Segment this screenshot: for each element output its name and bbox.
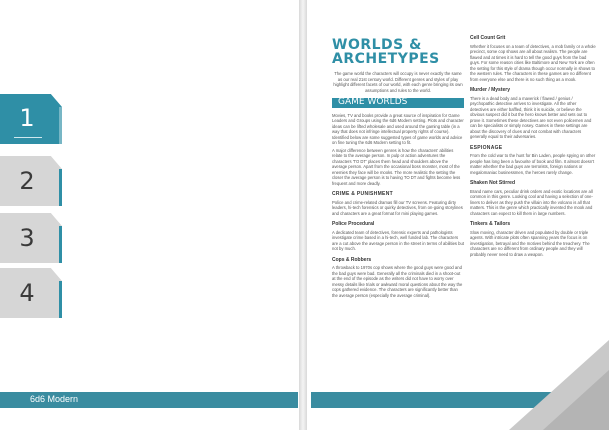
body-paragraph: Slow moving, character driven and populated by double or triple agents. With intricate plots often spanning years the focus is on investigation, betrayal and the motives behind the treachery. The characters are no different from ordinary people and they will probably never need to draw a weapon. [470,229,590,257]
subheading: Cops & Robbers [332,256,372,263]
body-paragraph: From the cold war to the hunt for Bin Laden, people spying on other people has long been a favourite of book and film. It almost doesn't matter whether the bad guys are terrorists, foreign nations or megalomaniac businessmen, the heroes rarely change. [470,153,596,175]
chapter-tab-2[interactable] [0,156,62,206]
chapter-tab-number: 4 [19,279,35,307]
text-column-right [470,30,596,259]
subheading: Murder / Mystery [470,87,511,93]
subheading: Tinkers & Tailors [470,221,511,227]
subheading: CRIME & PUNISHMENT [332,191,393,197]
footer-bar-left [0,392,298,408]
subheading: Police Procedural [332,221,375,227]
title-line-1: WORLDS & [332,37,422,53]
body-paragraph: A throwback to 1970s cop shows where the good guys were good and the bad guys were bad. Generally all the criminals died in a shoot-out at the end of the episode as the writers did not have to worry over messy details like trials or awkward moral questions about the way the cops gathered evidence. The characters are significantly better than the average person (especially the average criminal). [332,265,463,298]
intro-paragraph: The game world the characters will occupy is never exactly the same as our real 21st century world. Different genres and styles of play highlight different facets of our world, with each genre bringing its own assumptions and rules to the world. [333,71,463,93]
subheading: Shaken Not Stirred [470,180,516,186]
chapter-tab-number: 1 [19,104,35,132]
body-paragraph: There is a dead body and a maverick / flawed / genius / psychopathic detective arrives to investigate. All the other detectives are either baffled, think it is suicide, or believe the obvious suspect did it but the hero knows better and sets out to prove it. Sometimes these detectives are not even policemen and can be specialists or simply nosey. Games in these settings are about the discovery of clues and not combat with characters generally equal to their adversaries. [470,95,592,139]
subheading: Cell Count Grit [470,35,506,41]
body-paragraph: A dedicated team of detectives, forensic experts and pathologists investigate crime based in a hi-tech, well funded lab. The characters are a cut above the average person in the street in terms of abilities but not by much. [332,229,464,251]
body-paragraph: Movies, TV and books provide a great source of inspiration for Game Leaders and Groups using the 6d6 Modern setting. Plots and character ideas can be lifted wholesale and used around the gaming table (in a way that does not infringe intellectual property rights of course). Identified below are some suggested types of game worlds and advice on fine tuning the 6d6 Modern setting to fit. [332,112,464,145]
body-paragraph: A major difference between genres is how the characters' abilities relate to the average person. In pulp or action adventures the characters 'TO DT' places them head and shoulders above the average person. Apart from the occasional boss monster, most of the enemies they face will be mooks. The more realistic the setting the closer the average person is to having TO DT and fights become less frequent and more deadly. [332,147,461,186]
page-title [332,38,464,66]
text-column-left [332,38,464,300]
body-paragraph: Whether it focuses on a team of detectives, a mob family or a whole precinct, some cop shows are all about realism. The people are flawed and at times it is hard to tell the good guys from the bad guys. For some reason cities like Baltimore and New York are often the setting for this style of drama though occur normally in shows to the western rules. The characters in these games are no different from everyone else and there is no such thing as a mook. [470,43,596,82]
title-line-2: ARCHETYPES [332,51,440,67]
chapter-tab-1[interactable] [0,94,62,144]
chapter-tab-number: 3 [19,224,35,252]
footer-book-title: 6d6 Modern [30,394,79,404]
body-paragraph: Police and crime-related dramas fill our TV screens. Featuring dirty leaders, hi-tech forensics or quirky detectives, from on-going storylines and characters are a great format for mini playing games. [332,199,463,216]
chapter-tab-4[interactable] [0,268,62,318]
book-spine [299,0,307,430]
chapter-tab-number: 2 [19,167,35,195]
chapter-tab-3[interactable] [0,213,62,263]
body-paragraph: Brand name cars, peculiar drink orders and exotic locations are all common in this genre. Looking cool and having a selection of one-liners to deliver as they push the villain into the volcano is all that matters. This is the genre which practically invented the mook and characters can expect to kill them in large numbers. [470,188,593,216]
section-heading-game-worlds: GAME WORLDS [332,98,464,108]
subheading: ESPIONAGE [470,144,503,151]
